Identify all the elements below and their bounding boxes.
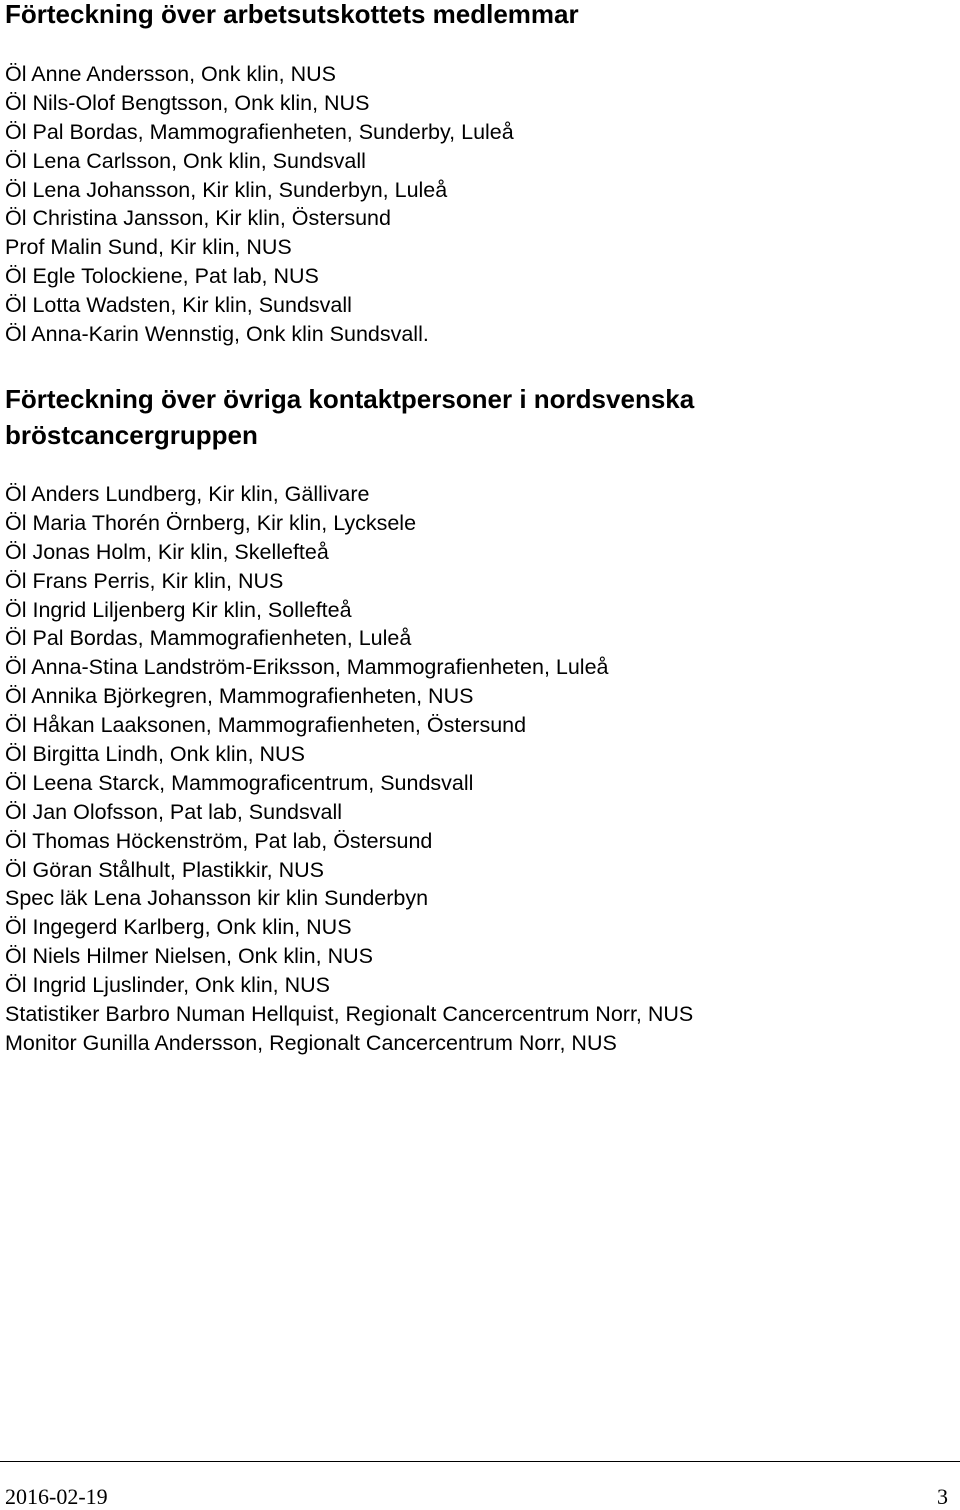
list-item: Öl Göran Stålhult, Plastikkir, NUS [5,857,325,882]
list-item: Öl Ingrid Ljuslinder, Onk klin, NUS [5,973,331,998]
list-item: Öl Håkan Laaksonen, Mammografienheten, Östersund [5,713,527,738]
list-item: Öl Ingrid Liljenberg Kir klin, Sollefteå [5,597,352,622]
list-item: Spec läk Lena Johansson kir klin Sunderbyn [5,886,429,911]
list-item: Öl Lena Johansson, Kir klin, Sunderbyn, Luleå [5,177,448,202]
footer-page-number: 3 [937,1484,948,1509]
list-item: Öl Anne Andersson, Onk klin, NUS [5,62,337,86]
list-item: Öl Ingegerd Karlberg, Onk klin, NUS [5,915,352,940]
list-item: Öl Lena Carlsson, Onk klin, Sundsvall [5,148,366,173]
list-item: Öl Pal Bordas, Mammografienheten, Sunderby, Luleå [5,119,514,144]
list-item: Öl Niels Hilmer Nielsen, Onk klin, NUS [5,944,373,969]
list-item: Öl Lotta Wadsten, Kir klin, Sundsvall [5,293,352,318]
list-item: Öl Thomas Höckenström, Pat lab, Östersund [5,828,433,853]
list-item: Öl Frans Perris, Kir klin, NUS [5,568,284,593]
other-contacts-list [5,480,693,1058]
list-item: Öl Anders Lundberg, Kir klin, Gällivare [5,482,370,506]
list-item: Öl Egle Tolockiene, Pat lab, NUS [5,264,319,289]
list-item: Prof Malin Sund, Kir klin, NUS [5,235,292,260]
list-item: Öl Anna-Karin Wennstig, Onk klin Sundsvall. [5,322,429,347]
list-item: Öl Maria Thorén Örnberg, Kir klin, Lycksele [5,510,417,535]
list-item: Öl Jan Olofsson, Pat lab, Sundsvall [5,799,343,824]
footer-date: 2016-02-19 [5,1484,108,1509]
list-item: Öl Pal Bordas, Mammografienheten, Luleå [5,626,412,651]
list-item: Öl Annika Björkegren, Mammografienheten, NUS [5,684,474,709]
list-item: Öl Leena Starck, Mammograficentrum, Sundsvall [5,770,474,795]
list-item: Statistiker Barbro Numan Hellquist, Regionalt Cancercentrum Norr, NUS [5,1002,694,1027]
list-item: Öl Jonas Holm, Kir klin, Skellefteå [5,539,329,564]
footer-divider [0,1461,960,1462]
list-item: Öl Birgitta Lindh, Onk klin, NUS [5,742,305,767]
working-committee-member-list [5,60,514,349]
list-item: Öl Nils-Olof Bengtsson, Onk klin, NUS [5,90,370,115]
list-item: Öl Anna-Stina Landström-Eriksson, Mammografienheten, Luleå [5,655,609,680]
section-title-working-committee: Förteckning över arbetsutskottets medlemmar [5,0,579,29]
section-title-other-contacts: Förteckning över övriga kontaktpersoner i nordsvenska bröstcancergruppen [5,384,695,450]
list-item: Monitor Gunilla Andersson, Regionalt Cancercentrum Norr, NUS [5,1030,617,1055]
list-item: Öl Christina Jansson, Kir klin, Östersund [5,206,391,231]
